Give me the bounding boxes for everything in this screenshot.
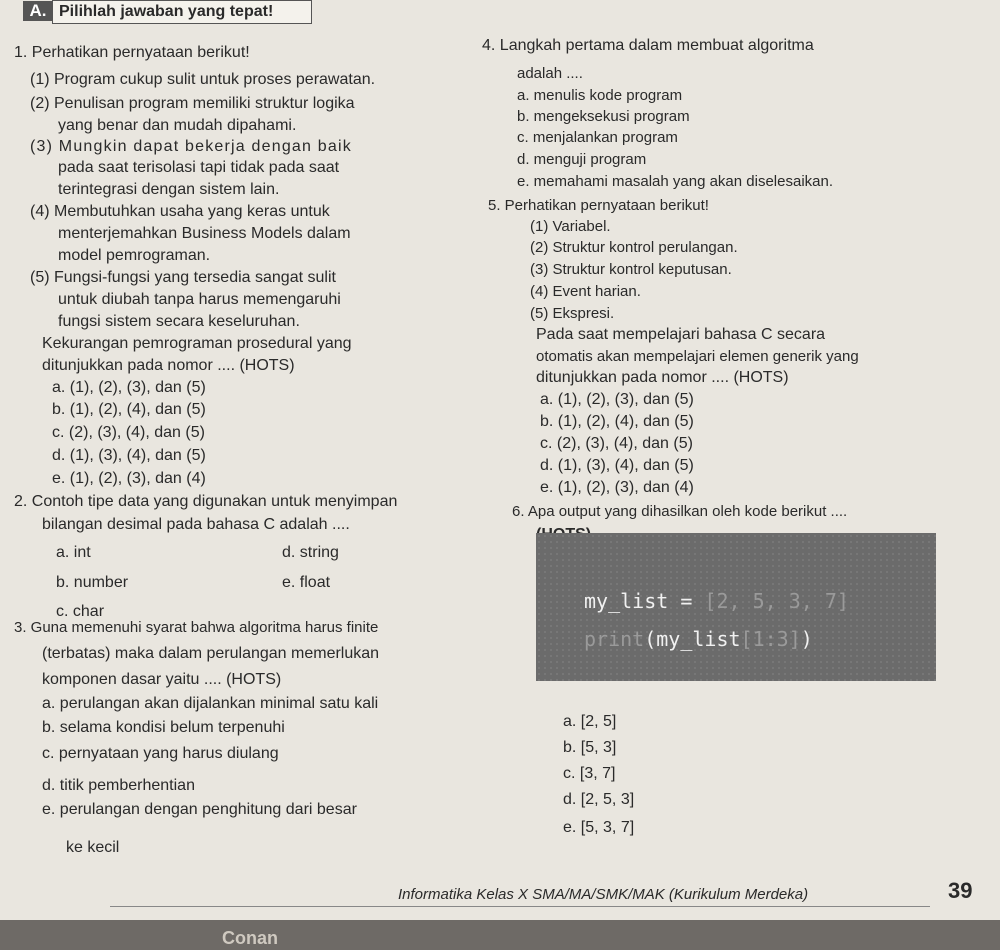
q1-line: pada saat terisolasi tapi tidak pada saat [58, 159, 340, 176]
q1-option-b: b. (1), (2), (4), dan (5) [52, 401, 206, 418]
q1-line: model pemrograman. [58, 247, 211, 264]
q5-option-c: c. (2), (3), (4), dan (5) [540, 435, 693, 452]
section-letter: A. [23, 1, 53, 21]
q2-option-e: e. float [282, 574, 331, 591]
q6-option-d: d. [2, 5, 3] [563, 791, 635, 808]
q2-option-d: d. string [282, 544, 339, 561]
q3-option-d: d. titik pemberhentian [42, 777, 195, 794]
q1-stem: 1. Perhatikan pernyataan berikut! [14, 44, 250, 61]
q1-line: terintegrasi dengan sistem lain. [58, 181, 280, 198]
q1-line: (4) Membutuhkan usaha yang keras untuk [30, 203, 330, 220]
q5-option-b: b. (1), (2), (4), dan (5) [540, 413, 694, 430]
q4-option-b: b. mengeksekusi program [517, 108, 690, 125]
q1-line: (2) Penulisan program memiliki struktur logika [30, 95, 355, 112]
section-title: Pilihlah jawaban yang tepat! [59, 3, 274, 20]
q4-stem: 4. Langkah pertama dalam membuat algoritma [482, 37, 814, 54]
q1-option-d: d. (1), (3), (4), dan (5) [52, 447, 206, 464]
q3-option-e-cont: ke kecil [66, 839, 120, 856]
q5-option-e: e. (1), (2), (3), dan (4) [540, 479, 694, 496]
q5-line: (2) Struktur kontrol perulangan. [530, 239, 738, 256]
q4-option-d: d. menguji program [517, 151, 647, 168]
q5-stem: 5. Perhatikan pernyataan berikut! [488, 197, 709, 214]
code-text: print [584, 627, 645, 651]
q4-stem: adalah .... [517, 65, 583, 82]
q1-line: untuk diubah tanpa harus memengaruhi [58, 291, 341, 308]
q3-option-c: c. pernyataan yang harus diulang [42, 745, 279, 762]
q2-option-b: b. number [56, 574, 129, 591]
q6-option-e: e. [5, 3, 7] [563, 819, 635, 836]
q3-option-e: e. perulangan dengan penghitung dari besar [42, 801, 357, 818]
q1-line: menterjemahkan Business Models dalam [58, 225, 351, 242]
q4-option-c: c. menjalankan program [517, 129, 678, 146]
q1-line: fungsi sistem secara keseluruhan. [58, 313, 300, 330]
bottom-mark: Conan [222, 928, 278, 948]
q5-line: otomatis akan mempelajari elemen generik yang [536, 348, 859, 365]
q1-line: ditunjukkan pada nomor .... (HOTS) [42, 357, 295, 374]
footer-divider [110, 906, 930, 907]
footer-text: Informatika Kelas X SMA/MA/SMK/MAK (Kurikulum Merdeka) [398, 886, 809, 903]
q1-option-c: c. (2), (3), (4), dan (5) [52, 424, 205, 441]
q2-option-c: c. char [56, 603, 105, 620]
q5-line: (1) Variabel. [530, 218, 611, 235]
q3-stem: (terbatas) maka dalam perulangan memerlukan [42, 645, 380, 662]
q3-option-a: a. perulangan akan dijalankan minimal satu kali [42, 695, 379, 712]
q6-option-c: c. [3, 7] [563, 765, 616, 782]
bottom-edge [0, 920, 1000, 950]
code-text: [2, 5, 3, 7] [704, 589, 849, 613]
q1-line: (5) Fungsi-fungsi yang tersedia sangat sulit [30, 269, 336, 286]
q5-line: (3) Struktur kontrol keputusan. [530, 261, 732, 278]
q5-line: Pada saat mempelajari bahasa C secara [536, 326, 826, 343]
q6-option-b: b. [5, 3] [563, 739, 617, 756]
q3-stem: 3. Guna memenuhi syarat bahwa algoritma harus finite [14, 619, 379, 636]
code-line-1 [584, 589, 849, 613]
q4-option-a: a. menulis kode program [517, 87, 683, 104]
q6-stem: 6. Apa output yang dihasilkan oleh kode berikut .... [512, 503, 848, 520]
q5-option-d: d. (1), (3), (4), dan (5) [540, 457, 694, 474]
q5-line: (5) Ekspresi. [530, 305, 615, 322]
q1-option-a: a. (1), (2), (3), dan (5) [52, 379, 206, 396]
q5-line: ditunjukkan pada nomor .... (HOTS) [536, 369, 789, 386]
q1-line: (1) Program cukup sulit untuk proses perawatan. [30, 71, 376, 88]
q1-line: yang benar dan mudah dipahami. [58, 117, 297, 134]
q6-option-a: a. [2, 5] [563, 713, 617, 730]
page-number: 39 [948, 878, 973, 903]
q1-option-e: e. (1), (2), (3), dan (4) [52, 470, 206, 487]
code-text: my_list = [584, 589, 705, 613]
q2-stem: 2. Contoh tipe data yang digunakan untuk menyimpan [14, 493, 398, 510]
section-header [29, 0, 312, 24]
q3-stem: komponen dasar yaitu .... (HOTS) [42, 671, 282, 688]
q1-line: (3) Mungkin dapat bekerja dengan baik [30, 138, 352, 155]
q3-option-b: b. selama kondisi belum terpenuhi [42, 719, 285, 736]
q4-option-e: e. memahami masalah yang akan diselesaikan. [517, 173, 834, 190]
code-text: ) [800, 627, 813, 651]
q2-option-a: a. int [56, 544, 91, 561]
code-text: [1:3] [740, 627, 801, 651]
code-text: (my_list [644, 627, 741, 651]
q1-line: Kekurangan pemrograman prosedural yang [42, 335, 352, 352]
q5-option-a: a. (1), (2), (3), dan (5) [540, 391, 694, 408]
q2-stem: bilangan desimal pada bahasa C adalah .... [42, 516, 350, 533]
code-line-2 [584, 627, 813, 651]
q5-line: (4) Event harian. [530, 283, 641, 300]
code-block [536, 533, 936, 681]
